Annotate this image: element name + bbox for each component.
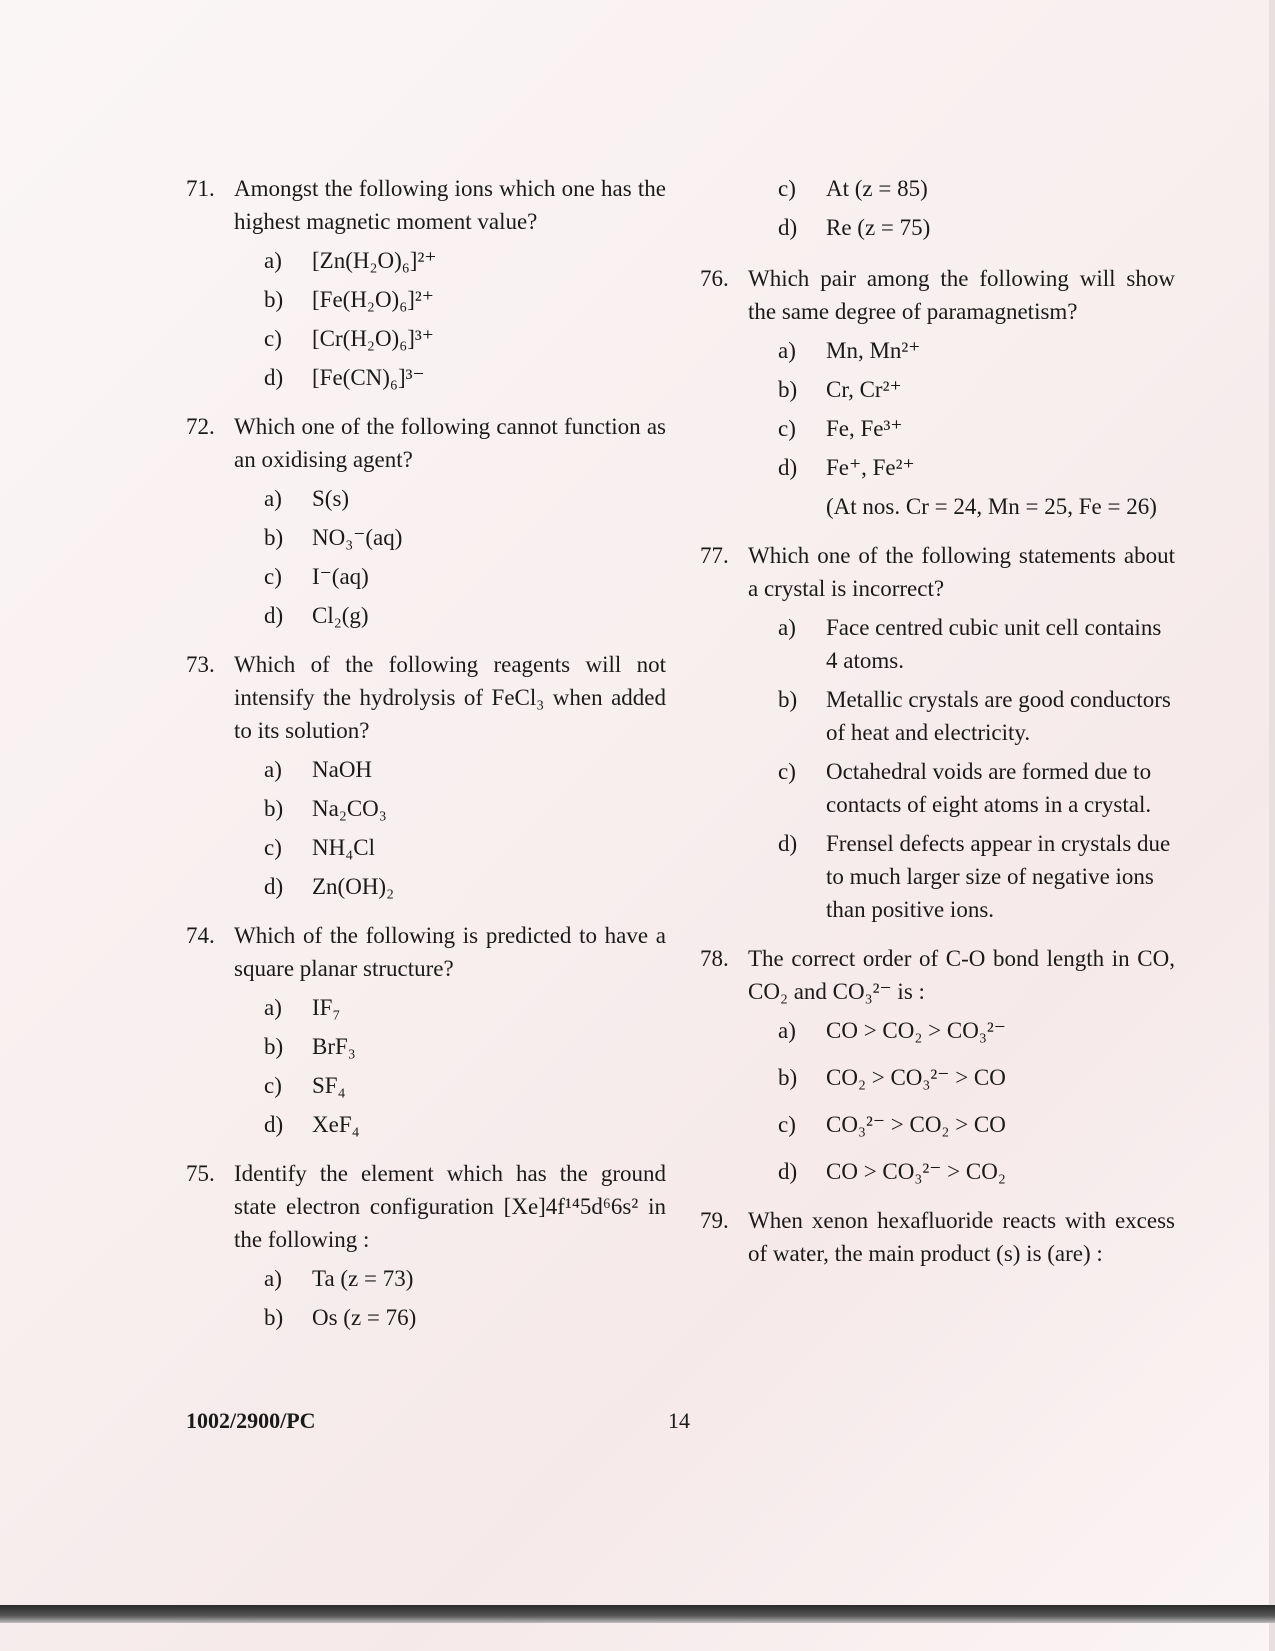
- option-letter: b): [778, 1065, 798, 1090]
- option-d: [748, 211, 1175, 244]
- option-letter: b): [264, 525, 284, 550]
- option-d: [234, 599, 666, 632]
- option-text: Ta (z = 73): [312, 1266, 414, 1291]
- option-c: [748, 172, 1175, 205]
- question-71: [186, 172, 666, 394]
- option-text: IF₇: [312, 995, 341, 1020]
- option-letter: d): [264, 874, 284, 899]
- option-letter: a): [778, 615, 796, 640]
- question-number: 78.: [700, 946, 729, 971]
- option-b: [748, 683, 1175, 749]
- option-letter: b): [264, 1034, 284, 1059]
- option-letter: b): [264, 796, 284, 821]
- option-text: CO > CO₂ > CO₃²⁻: [826, 1018, 1006, 1043]
- option-text: Re (z = 75): [826, 215, 931, 240]
- atomic-numbers-note: (At nos. Cr = 24, Mn = 25, Fe = 26): [826, 494, 1157, 519]
- option-text: Metallic crystals are good conductors of heat and electricity.: [826, 687, 1171, 745]
- options: [748, 334, 1175, 523]
- option-c: [748, 755, 1175, 821]
- option-letter: a): [264, 995, 282, 1020]
- option-a: [234, 482, 666, 515]
- option-text: Os (z = 76): [312, 1305, 417, 1330]
- option-letter: a): [264, 486, 282, 511]
- option-text: Cr, Cr²⁺: [826, 377, 902, 402]
- option-b: [234, 283, 666, 316]
- option-letter: c): [778, 416, 796, 441]
- option-letter: c): [778, 176, 796, 201]
- option-text: S(s): [312, 486, 350, 511]
- question-number: 72.: [186, 414, 215, 439]
- question-number: 74.: [186, 923, 215, 948]
- option-text: [Zn(H₂O)₆]²⁺: [312, 248, 437, 273]
- option-b: [748, 1061, 1175, 1094]
- option-text: NO₃⁻(aq): [312, 525, 403, 550]
- option-text: Mn, Mn²⁺: [826, 338, 921, 363]
- option-b: [234, 792, 666, 825]
- question-text: Which one of the following cannot function as an oxidising agent?: [234, 414, 666, 472]
- option-b: [748, 373, 1175, 406]
- option-letter: c): [264, 564, 282, 589]
- option-text: [Fe(CN)₆]³⁻: [312, 365, 425, 390]
- options: [234, 482, 666, 632]
- question-76: [700, 262, 1175, 523]
- option-letter: b): [264, 287, 284, 312]
- option-a: [748, 1014, 1175, 1047]
- option-c: [234, 322, 666, 355]
- option-letter: d): [778, 831, 798, 856]
- option-text: Octahedral voids are formed due to contacts of eight atoms in a crystal.: [826, 759, 1152, 817]
- option-text: CO₂ > CO₃²⁻ > CO: [826, 1065, 1006, 1090]
- option-letter: a): [264, 1266, 282, 1291]
- options: [234, 1262, 666, 1334]
- question-number: 75.: [186, 1161, 215, 1186]
- page-number: 14: [668, 1408, 690, 1433]
- option-text: At (z = 85): [826, 176, 928, 201]
- option-c: [234, 831, 666, 864]
- options: [748, 1014, 1175, 1188]
- option-a: [234, 1262, 666, 1295]
- option-letter: c): [264, 835, 282, 860]
- option-text: Frensel defects appear in crystals due to much larger size of negative ions than positive ions.: [826, 831, 1171, 922]
- question-number: 76.: [700, 266, 729, 291]
- option-text: NaOH: [312, 757, 373, 782]
- options: [748, 172, 1175, 244]
- option-text: [Fe(H₂O)₆]²⁺: [312, 287, 434, 312]
- option-c: [748, 1108, 1175, 1141]
- option-letter: a): [778, 1018, 796, 1043]
- question-number: 71.: [186, 176, 215, 201]
- option-letter: d): [264, 603, 284, 628]
- option-letter: a): [778, 338, 796, 363]
- paper-code: 1002/2900/PC: [186, 1408, 316, 1433]
- option-c: [234, 560, 666, 593]
- option-letter: d): [264, 1112, 284, 1137]
- question-text: Identify the element which has the ground state electron configuration [Xe]4f¹⁴5d⁶6s² in the following :: [234, 1161, 666, 1252]
- option-b: [234, 1030, 666, 1063]
- question-text: The correct order of C-O bond length in CO, CO₂ and CO₃²⁻ is :: [748, 946, 1175, 1004]
- option-a: [234, 991, 666, 1024]
- right-column: [700, 172, 1175, 1286]
- option-letter: d): [778, 1159, 798, 1184]
- options: [234, 753, 666, 903]
- option-letter: a): [264, 757, 282, 782]
- option-text: Cl₂(g): [312, 603, 369, 628]
- scan-shadow: [0, 1605, 1275, 1623]
- question-text: Which one of the following statements about a crystal is incorrect?: [748, 543, 1175, 601]
- option-letter: c): [778, 759, 796, 784]
- option-letter: a): [264, 248, 282, 273]
- option-d: [748, 827, 1175, 926]
- option-text: Na₂CO₃: [312, 796, 387, 821]
- question-number: 79.: [700, 1208, 729, 1233]
- option-a: [748, 334, 1175, 367]
- option-c: [748, 412, 1175, 445]
- question-number: 77.: [700, 543, 729, 568]
- options: [234, 991, 666, 1141]
- options: [748, 611, 1175, 926]
- option-text: Fe, Fe³⁺: [826, 416, 903, 441]
- question-75: [186, 1157, 666, 1334]
- option-a: [234, 244, 666, 277]
- question-74: [186, 919, 666, 1141]
- question-73: [186, 648, 666, 903]
- question-72: [186, 410, 666, 632]
- question-text: Which pair among the following will show the same degree of paramagnetism?: [748, 266, 1175, 324]
- question-text: Amongst the following ions which one has the highest magnetic moment value?: [234, 176, 666, 234]
- option-letter: b): [264, 1305, 284, 1330]
- question-77: [700, 539, 1175, 926]
- option-text: NH₄Cl: [312, 835, 375, 860]
- option-b: [234, 521, 666, 554]
- option-text: SF₄: [312, 1073, 346, 1098]
- option-text: Zn(OH)₂: [312, 874, 395, 899]
- option-letter: d): [264, 365, 284, 390]
- option-d: [748, 1155, 1175, 1188]
- page-edge: [1269, 0, 1275, 1651]
- option-d: [748, 451, 1175, 484]
- option-text: Fe⁺, Fe²⁺: [826, 455, 915, 480]
- option-d: [234, 1108, 666, 1141]
- option-a: [748, 611, 1175, 677]
- question-text: Which of the following is predicted to have a square planar structure?: [234, 923, 666, 981]
- question-75-continued: [700, 172, 1175, 244]
- option-letter: d): [778, 215, 798, 240]
- option-d: [234, 870, 666, 903]
- options: [234, 244, 666, 394]
- option-text: BrF₃: [312, 1034, 356, 1059]
- option-text: XeF₄: [312, 1112, 360, 1137]
- option-b: [234, 1301, 666, 1334]
- option-text: Face centred cubic unit cell contains 4 atoms.: [826, 615, 1162, 673]
- option-text: I⁻(aq): [312, 564, 369, 589]
- option-letter: c): [264, 326, 282, 351]
- option-letter: d): [778, 455, 798, 480]
- option-letter: c): [778, 1112, 796, 1137]
- question-79: [700, 1204, 1175, 1270]
- left-column: [186, 172, 666, 1350]
- question-78: [700, 942, 1175, 1188]
- question-text: When xenon hexafluoride reacts with excess of water, the main product (s) is (are) :: [748, 1208, 1175, 1266]
- option-text: [Cr(H₂O)₆]³⁺: [312, 326, 434, 351]
- option-letter: b): [778, 687, 798, 712]
- option-letter: c): [264, 1073, 282, 1098]
- option-letter: b): [778, 377, 798, 402]
- option-d: [234, 361, 666, 394]
- question-number: 73.: [186, 652, 215, 677]
- option-a: [234, 753, 666, 786]
- option-text: CO₃²⁻ > CO₂ > CO: [826, 1112, 1006, 1137]
- option-c: [234, 1069, 666, 1102]
- question-text: Which of the following reagents will not intensify the hydrolysis of FeCl₃ when added to its solution?: [234, 652, 666, 743]
- option-text: CO > CO₃²⁻ > CO₂: [826, 1159, 1006, 1184]
